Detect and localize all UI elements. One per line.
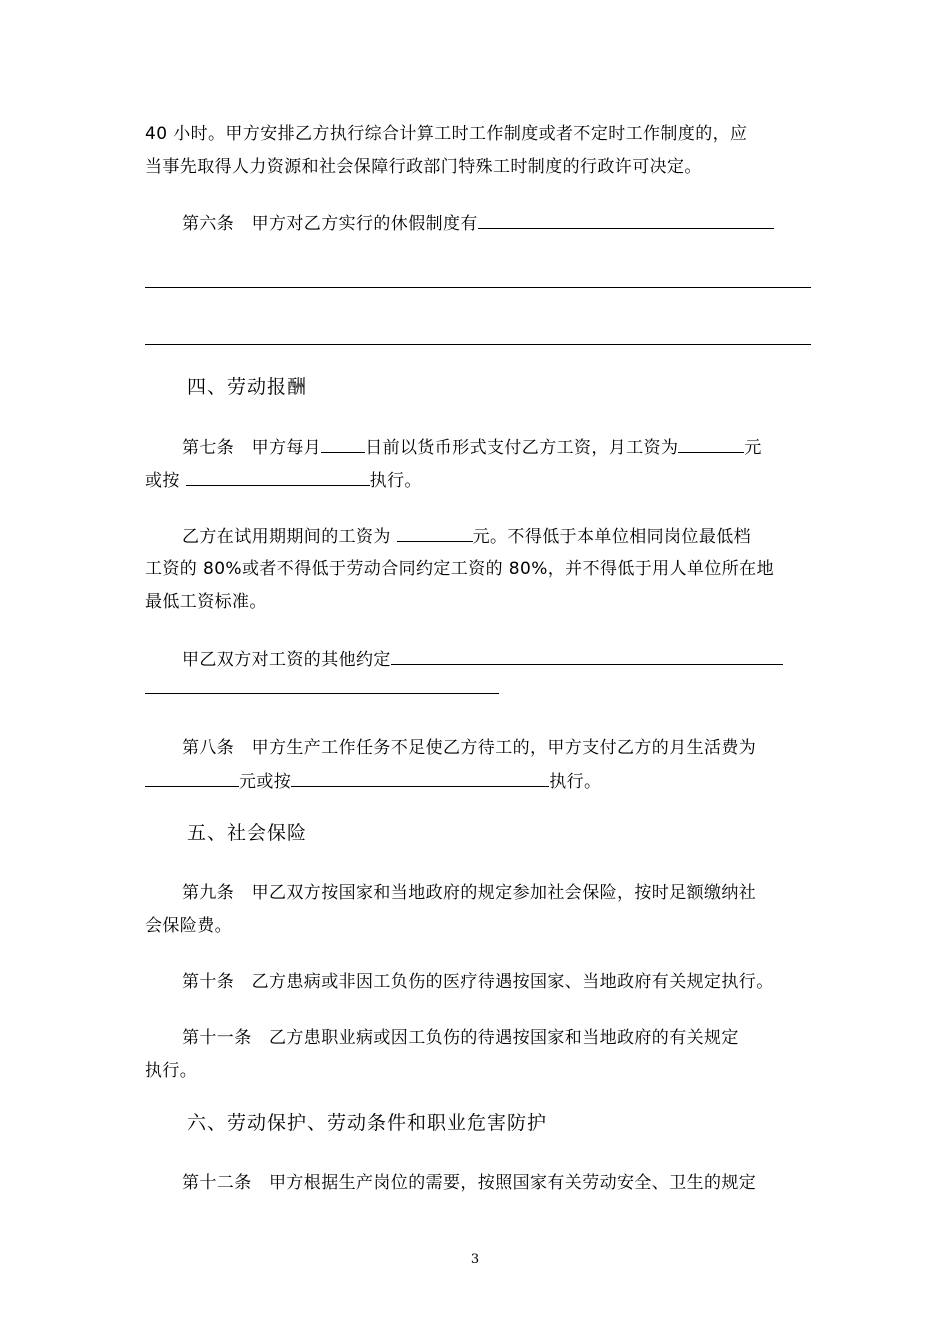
probation-line1 [182, 525, 751, 548]
article-7-line2 [145, 469, 422, 492]
article-8-line1: 第八条 甲方生产工作任务不足使乙方待工的，甲方支付乙方的月生活费为 [182, 738, 757, 758]
article-11-line1: 第十一条 乙方患职业病或因工负伤的待遇按国家和当地政府的有关规定 [182, 1028, 739, 1048]
article-7-text: 元 [744, 438, 762, 458]
fill-blank [478, 212, 774, 229]
fill-line [145, 287, 811, 288]
probation-text: 乙方在试用期期间的工资为 [182, 527, 391, 547]
section-heading-4: 四、劳动报酬 [187, 376, 308, 398]
section-heading-5: 五、社会保险 [187, 822, 308, 844]
section-heading-6: 六、劳动保护、劳动条件和职业危害防护 [187, 1112, 548, 1134]
probation-line3: 最低工资标准。 [145, 592, 267, 612]
article-8-text: 元或按 [239, 772, 292, 792]
fill-blank [678, 436, 744, 453]
article-7-text: 日前以货币形式支付乙方工资，月工资为 [365, 438, 679, 458]
fill-line [145, 693, 499, 694]
fill-blank [391, 648, 783, 665]
article-6-text: 第六条 甲方对乙方实行的休假制度有 [182, 214, 478, 234]
article-10-line1: 第十条 乙方患病或非因工负伤的医疗待遇按国家、当地政府有关规定执行。 [182, 972, 774, 992]
fill-blank [397, 525, 473, 542]
article-7-line1 [182, 436, 762, 459]
article-7-text: 执行。 [369, 471, 422, 491]
article-7-text: 或按 [145, 471, 180, 491]
article-7-text: 第七条 甲方每月 [182, 438, 322, 458]
paragraph-line: 40 小时。甲方安排乙方执行综合计算工时工作制度或者不定时工作制度的，应 [145, 124, 748, 144]
article-9-line2: 会保险费。 [145, 916, 232, 936]
other-wage-line [182, 648, 783, 671]
fill-blank [145, 770, 239, 787]
article-6 [182, 212, 774, 235]
article-8-line2 [145, 770, 601, 793]
fill-line [145, 344, 811, 345]
probation-line2: 工资的 80%或者不得低于劳动合同约定工资的 80%，并不得低于用人单位所在地 [145, 559, 774, 579]
article-11-line2: 执行。 [145, 1061, 198, 1081]
paragraph-line: 当事先取得人力资源和社会保障行政部门特殊工时制度的行政许可决定。 [145, 157, 702, 177]
fill-blank [291, 770, 549, 787]
other-wage-text: 甲乙双方对工资的其他约定 [182, 650, 391, 670]
fill-blank [321, 436, 365, 453]
article-12-line1: 第十二条 甲方根据生产岗位的需要，按照国家有关劳动安全、卫生的规定 [182, 1173, 757, 1193]
article-8-text: 执行。 [549, 772, 602, 792]
probation-text: 元。不得低于本单位相同岗位最低档 [472, 527, 752, 547]
article-9-line1: 第九条 甲乙双方按国家和当地政府的规定参加社会保险，按时足额缴纳社 [182, 883, 757, 903]
page-number: 3 [470, 1252, 480, 1267]
fill-blank [186, 469, 370, 486]
